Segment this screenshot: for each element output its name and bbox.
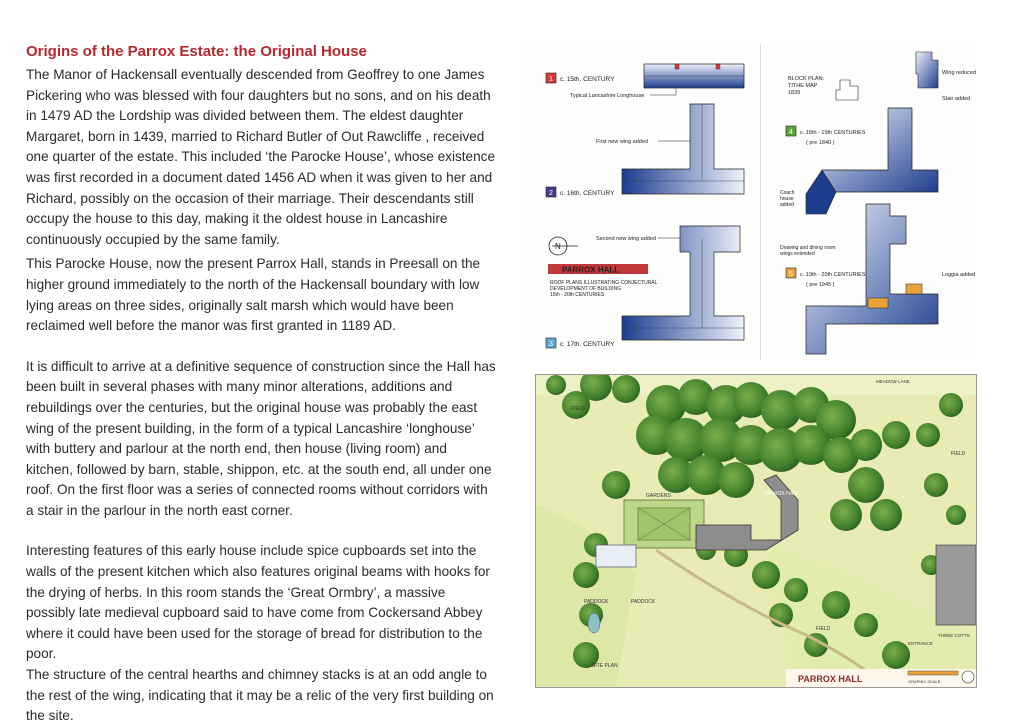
stage-1-num: 1 — [549, 76, 553, 83]
paragraph-3: It is difficult to arrive at a definitive sequence of construction since the Hall has been built in several phases with many minor alterations, additions and rebuildings over the centuries, but the original house was probably the east wing of the present building, in the form of a typical Lancashire ‘longhouse’ with buttery and parlour at the north end, then house (living room) and kitchen, followed by barn, stable, shippon, etc. at the south end, all under one roof. On the first floor was a series of connected rooms without corridors with a stair in the parlour in the north east corner. — [26, 358, 496, 518]
note-wing-reduced: Wing reduced — [942, 70, 976, 76]
stage-5-sub: ( pre 1945 ) — [806, 282, 835, 288]
roof-plans-panel — [518, 44, 761, 360]
roof-plans-drawing-right — [766, 44, 978, 360]
label-paddock: PADDOCK — [584, 599, 609, 605]
coach-house-1: Coach — [780, 190, 795, 196]
site-plan-drawing — [536, 375, 976, 687]
plans-subtitle-2: DEVELOPMENT OF BUILDING — [550, 286, 622, 292]
north-label: N — [555, 242, 561, 251]
stage-4-num: 4 — [789, 129, 793, 136]
label-gardens: GARDENS — [646, 493, 671, 499]
stage-2-roof — [622, 104, 744, 194]
drawing-room-1: Drawing and dining room — [780, 245, 836, 251]
article-heading: Origins of the Parrox Estate: the Original House — [26, 43, 367, 60]
block-plan-2: TITHE MAP — [788, 83, 818, 89]
coach-house-2: house — [780, 196, 794, 202]
note-stair-added: Stair added — [942, 96, 971, 102]
pond — [588, 613, 600, 633]
stage-4-top-roof — [916, 52, 938, 88]
label-field-e: FIELD — [951, 451, 966, 457]
coach-house-3: added — [780, 202, 794, 208]
paragraph-5: The structure of the central hearths and chimney stacks is at an odd angle to the rest of the wing, indicating that it may be a relic of the very first building on the site. — [26, 667, 494, 724]
drawing-room-2: wings extended — [780, 251, 815, 257]
site-plan-panel — [535, 374, 977, 688]
north-arrow-icon — [962, 671, 974, 683]
label-cottages: THREE COTTS — [938, 633, 970, 638]
paragraph-4: Interesting features of this early house include spice cupboards set into the walls of the present kitchen which also features original beams with hooks for the drying of herbs. In this room stands the ‘Great Ormbry’, a massive possibly late medieval cupboard said to have come from Cockersand Abbey where it could have been used for the storage of bread for distribution to the poor. — [26, 543, 490, 662]
roof-plans-panel-right — [766, 44, 978, 360]
roof-plans-drawing — [518, 44, 760, 360]
note-first-wing: First new wing added — [596, 139, 648, 145]
stage-5-label: c. 19th - 20th CENTURIES — [800, 272, 866, 278]
stage-4-sub: ( pre 1840 ) — [806, 140, 835, 146]
label-field-w: FIELD — [571, 406, 586, 412]
stage-1-label: c. 15th. CENTURY — [560, 76, 615, 83]
stage-4-label: c. 18th - 19th CENTURIES — [800, 130, 866, 136]
label-entrance: ENTRANCE — [908, 641, 933, 646]
stage-2-num: 2 — [549, 190, 553, 197]
block-plan-1: BLOCK PLAN: — [788, 76, 825, 82]
note-loggia: Loggia added — [942, 272, 976, 278]
label-field-s: FIELD — [816, 626, 831, 632]
stage-3-label: c. 17th. CENTURY — [560, 341, 615, 348]
cottages — [936, 545, 976, 625]
stage-4-roof — [822, 108, 938, 192]
paragraph-2: This Parocke House, now the present Parrox Hall, stands in Preesall on the higher ground immediately to the north of the Hackensall boundary with low lying areas on three sides, originally salt marsh which would have been reclaimed well before the manor was first granted in 1189 AD. — [26, 256, 481, 334]
note-longhouse: Typical Lancashire Longhouse — [570, 93, 645, 99]
label-paddock-2: PADDOCK — [631, 599, 656, 605]
label-parrox-hall: PARROX HALL — [764, 491, 799, 497]
stage-5-roof — [806, 204, 938, 354]
stage-2-label: c. 16th. CENTURY — [560, 190, 615, 197]
plans-subtitle-1: ROOF PLANS ILLUSTRATING CONJECTURAL — [550, 280, 658, 286]
article — [26, 42, 496, 727]
plans-subtitle-3: 15th - 20th CENTURIES — [550, 292, 605, 298]
plans-title: PARROX HALL — [562, 265, 620, 275]
tennis-court — [596, 545, 636, 567]
stage-3-num: 3 — [549, 341, 553, 348]
scale-label: GRAPHIC SCALE — [908, 679, 941, 684]
note-second-wing: Second new wing added — [596, 236, 656, 242]
stage-5-num: 5 — [789, 271, 793, 278]
block-plan-3: 1839 — [788, 90, 801, 96]
label-site-plan: SITE PLAN — [592, 663, 618, 669]
site-footer-title: PARROX HALL — [798, 674, 863, 684]
paragraph-1: The Manor of Hackensall eventually descended from Geoffrey to one James Pickering who was blessed with four daughters but no sons, and on his death in 1479 AD the Lordship was divided between them. The eldest daughter Margaret, born in 1439, married to Richard Butler of Out Rawcliffe , received one quarter of the estate. This included ‘the Parocke House’, whose existence was first recorded in a document dated 1456 AD when it was given to her and Richard, possibly on the occasion of their marriage. Their descendants still occupy the house to this day, making it the oldest house in Lancashire continuously occupied by the same family. — [26, 67, 496, 247]
label-meadow-lane: MEADOW LANE — [876, 379, 910, 384]
